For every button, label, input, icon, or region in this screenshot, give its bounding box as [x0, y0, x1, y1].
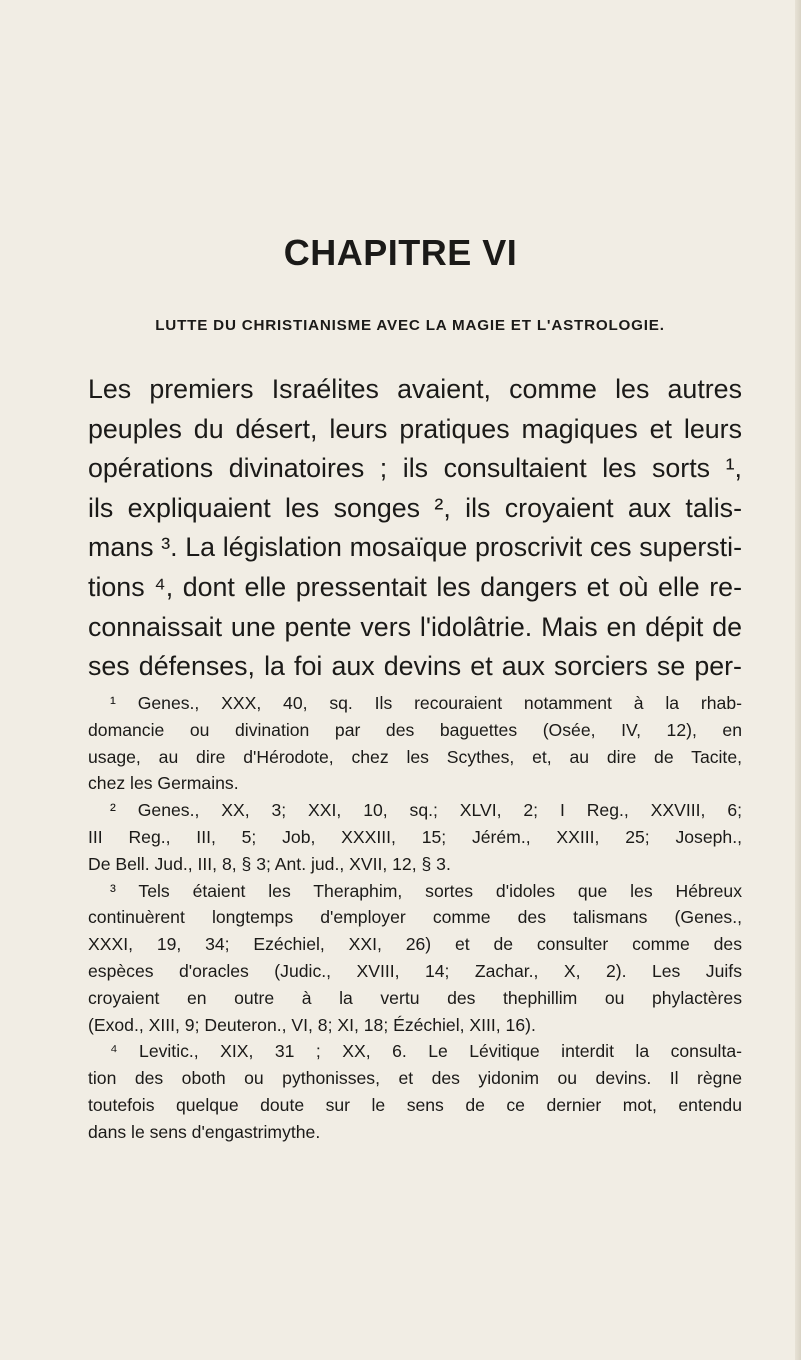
body-paragraph: [88, 370, 742, 687]
body-line: Les premiers Israélites avaient, comme les autres: [88, 374, 742, 404]
body-line: ses défenses, la foi aux devins et aux sorciers se per-: [88, 651, 742, 682]
footnote-line: tion des oboth ou pythonisses, et des yidonim ou devins. Il règne: [88, 1068, 742, 1089]
footnote-line: continuèrent longtemps d'employer comme des talismans (Genes.,: [88, 907, 742, 928]
footnote-line: dans le sens d'engastrimythe.: [88, 1121, 321, 1142]
footnotes: [88, 690, 742, 1146]
chapter-title: CHAPITRE VI: [283, 232, 518, 273]
footnote-line: De Bell. Jud., III, 8, § 3; Ant. jud., XVII, 12, § 3.: [88, 853, 451, 874]
footnote-line: ¹ Genes., XXX, 40, sq. Ils recouraient notamment à la rhab-: [110, 693, 742, 713]
footnote-line: ⁴ Levitic., XIX, 31 ; XX, 6. Le Lévitique interdit la consulta-: [110, 1041, 742, 1062]
scan-edge: [795, 0, 801, 1360]
footnote-line: (Exod., XIII, 9; Deuteron., VI, 8; XI, 18; Ézéchiel, XIII, 16).: [88, 1014, 536, 1035]
body-line: opérations divinatoires ; ils consultaient les sorts ¹,: [88, 453, 742, 484]
footnote-line: domancie ou divination par des baguettes (Osée, IV, 12), en: [88, 719, 742, 740]
body-line: connaissait une pente vers l'idolâtrie. Mais en dépit de: [88, 611, 742, 642]
body-line: peuples du désert, leurs pratiques magiques et leurs: [88, 413, 742, 444]
footnote-line: toutefois quelque doute sur le sens de ce dernier mot, entendu: [88, 1094, 742, 1115]
chapter-subtitle: LUTTE DU CHRISTIANISME AVEC LA MAGIE ET L'ASTROLOGIE.: [155, 317, 665, 334]
footnote-line: usage, au dire d'Hérodote, chez les Scythes, et, au dire de Tacite,: [88, 746, 742, 767]
footnote-line: XXXI, 19, 34; Ezéchiel, XXI, 26) et de consulter comme des: [88, 934, 742, 955]
body-line: ils expliquaient les songes ², ils croyaient aux talis-: [88, 492, 742, 523]
footnote-line: croyaient en outre à la vertu des thephillim ou phylactères: [88, 987, 742, 1008]
footnote-line: espèces d'oracles (Judic., XVIII, 14; Zachar., X, 2). Les Juifs: [88, 960, 742, 981]
footnote-line: ³ Tels étaient les Theraphim, sortes d'idoles que les Hébreux: [110, 880, 742, 901]
body-line: mans ³. La législation mosaïque proscrivit ces supersti-: [88, 532, 742, 563]
body-line: tions ⁴, dont elle pressentait les dangers et où elle re-: [88, 571, 742, 602]
footnote-line: ² Genes., XX, 3; XXI, 10, sq.; XLVI, 2; I Reg., XXVIII, 6;: [110, 800, 742, 821]
footnote-line: chez les Germains.: [88, 773, 239, 794]
footnote-line: III Reg., III, 5; Job, XXXIII, 15; Jérém., XXIII, 25; Joseph.,: [88, 826, 742, 847]
